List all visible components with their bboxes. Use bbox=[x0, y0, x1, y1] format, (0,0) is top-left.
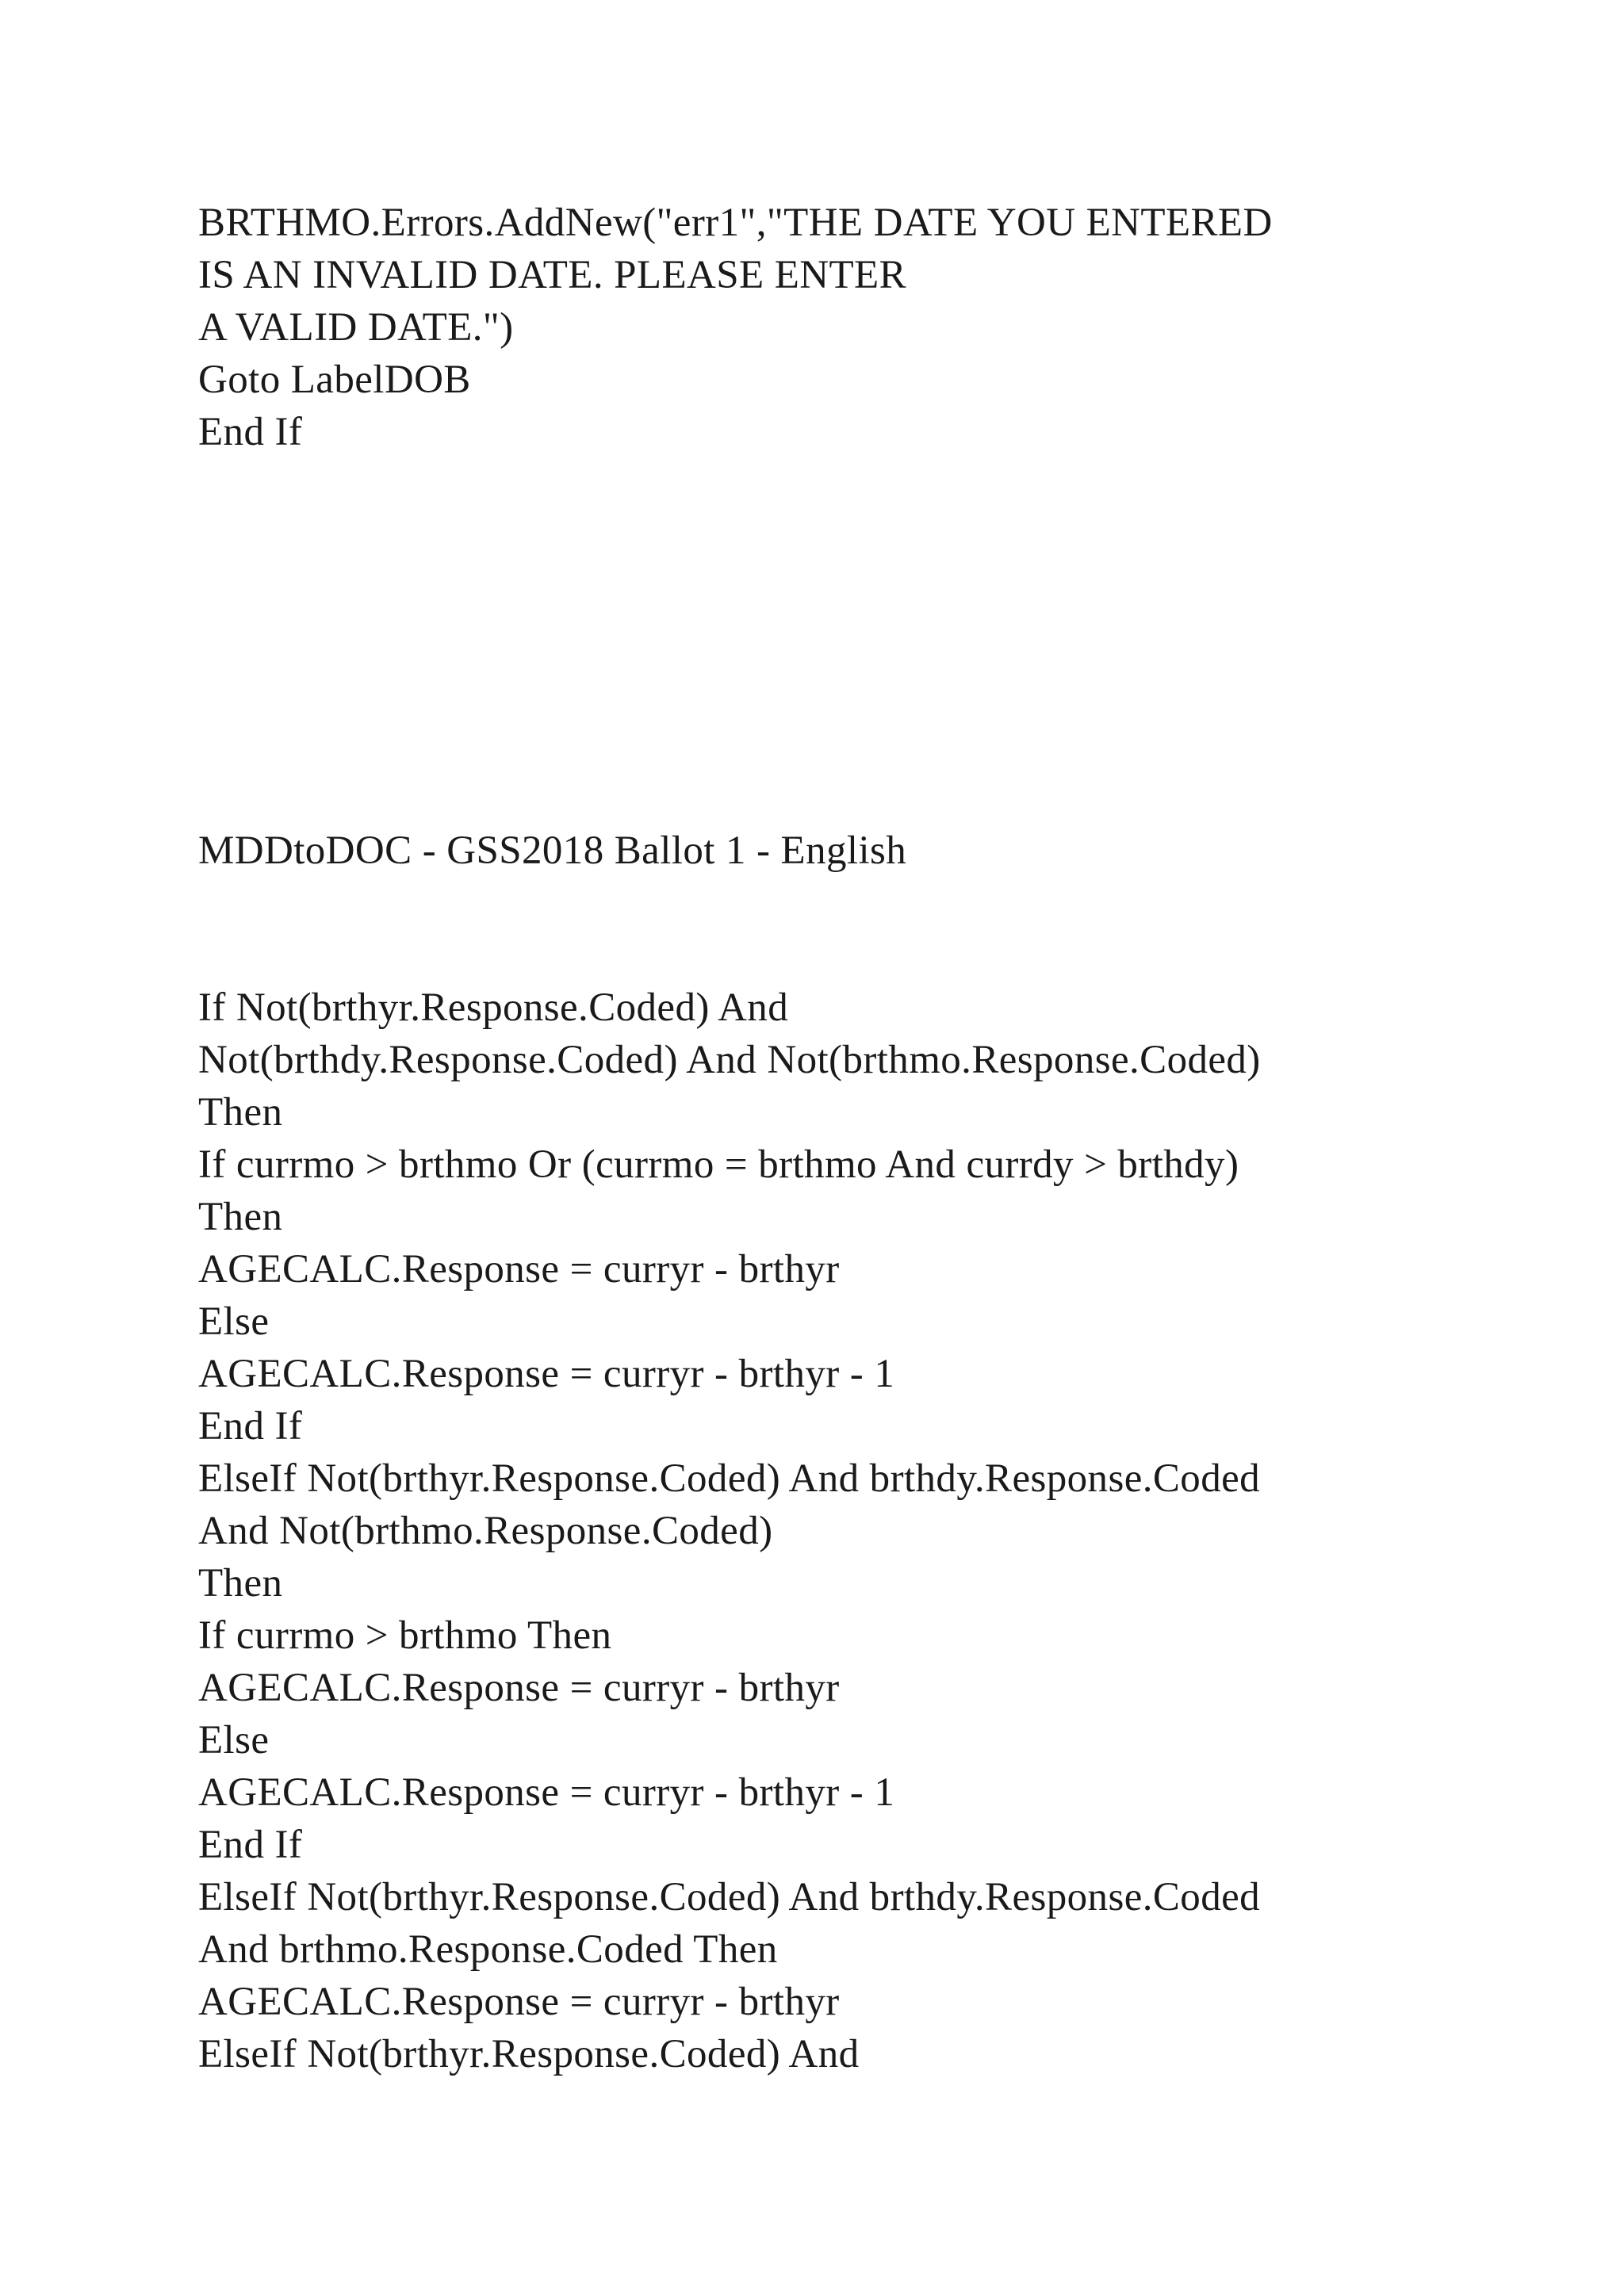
code-line: If currmo > brthmo Or (currmo = brthmo And currdy > brthdy) bbox=[198, 1142, 1239, 1187]
code-line: ElseIf Not(brthyr.Response.Coded) And bbox=[198, 2032, 860, 2076]
code-line: Then bbox=[198, 1561, 283, 1605]
code-line: AGECALC.Response = curryr - brthyr bbox=[198, 1247, 840, 1292]
code-line: AGECALC.Response = curryr - brthyr - 1 bbox=[198, 1352, 895, 1396]
code-line: End If bbox=[198, 1823, 303, 1867]
code-line: If Not(brthyr.Response.Coded) And bbox=[198, 985, 789, 1030]
code-line: And brthmo.Response.Coded Then bbox=[198, 1927, 778, 1972]
code-line: Goto LabelDOB bbox=[198, 358, 471, 402]
code-line: IS AN INVALID DATE. PLEASE ENTER bbox=[198, 253, 906, 297]
code-line: AGECALC.Response = curryr - brthyr bbox=[198, 1666, 840, 1710]
code-line: BRTHMO.Errors.AddNew("err1","THE DATE YOU ENTERED bbox=[198, 201, 1273, 245]
code-line: Else bbox=[198, 1299, 270, 1344]
code-line: Then bbox=[198, 1195, 283, 1239]
code-block-main bbox=[198, 982, 1546, 2080]
code-line: ElseIf Not(brthyr.Response.Coded) And brthdy.Response.Coded bbox=[198, 1875, 1261, 1919]
code-line: Not(brthdy.Response.Coded) And Not(brthmo.Response.Coded) bbox=[198, 1038, 1261, 1082]
code-line: If currmo > brthmo Then bbox=[198, 1613, 612, 1658]
code-line: End If bbox=[198, 410, 303, 454]
code-line: AGECALC.Response = curryr - brthyr bbox=[198, 1980, 840, 2024]
code-block-top bbox=[198, 197, 1546, 458]
document-title: MDDtoDOC - GSS2018 Ballot 1 - English bbox=[198, 828, 907, 873]
code-line: And Not(brthmo.Response.Coded) bbox=[198, 1509, 773, 1553]
document-title-block bbox=[198, 825, 1546, 877]
code-line: Else bbox=[198, 1718, 270, 1762]
code-line: End If bbox=[198, 1404, 303, 1448]
code-line: AGECALC.Response = curryr - brthyr - 1 bbox=[198, 1770, 895, 1815]
code-line: A VALID DATE.") bbox=[198, 305, 514, 350]
code-line: ElseIf Not(brthyr.Response.Coded) And brthdy.Response.Coded bbox=[198, 1456, 1261, 1501]
code-line: Then bbox=[198, 1090, 283, 1135]
